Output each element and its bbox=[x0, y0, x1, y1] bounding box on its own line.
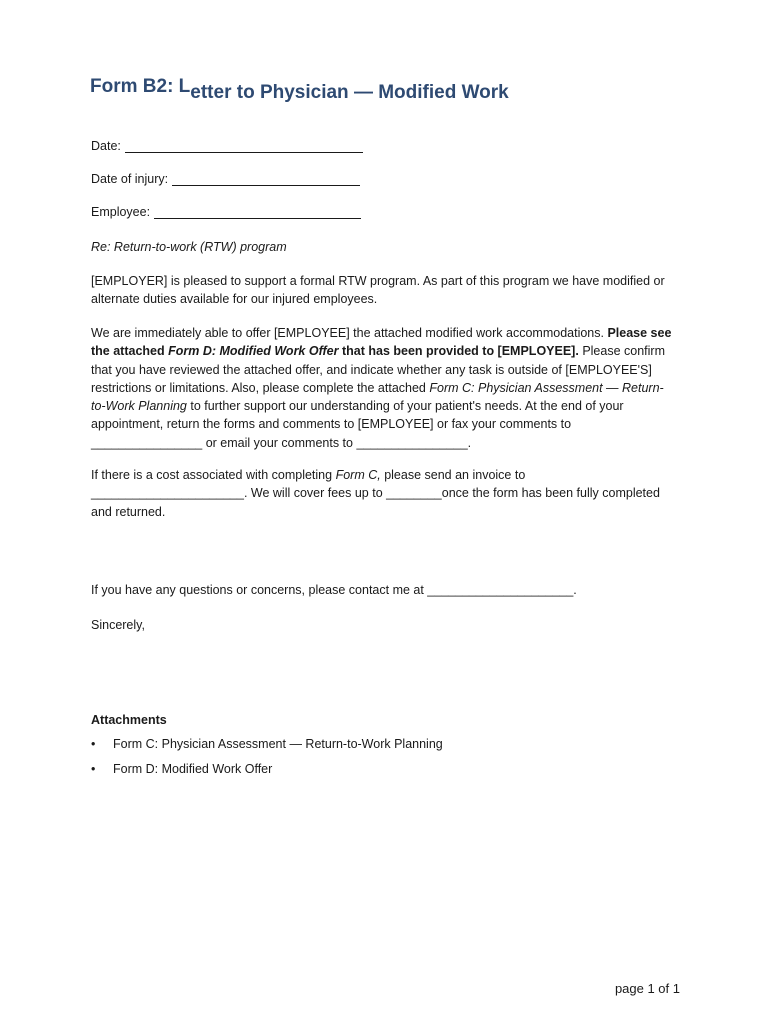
cost-form-c-reference: Form C, bbox=[335, 468, 381, 482]
injury-date-field bbox=[91, 172, 360, 186]
page-number: page 1 of 1 bbox=[614, 981, 680, 996]
attachment-item bbox=[91, 762, 272, 776]
injury-date-label: Date of injury: bbox=[91, 172, 169, 186]
intro-paragraph: [EMPLOYER] is pleased to support a formal RTW program. As part of this program we have modified or alternate duties available for our injured employees. bbox=[91, 274, 665, 307]
date-label: Date: bbox=[91, 139, 121, 153]
offer-text-e: to further support our understanding of your patient's needs. At the end of your appointment, return the forms and comments to [EMPLOYEE] or fax your comments to ________________ or email your comments to ________________. bbox=[91, 399, 624, 450]
form-d-reference: Form D: Modified Work Offer bbox=[168, 344, 339, 359]
employee-field bbox=[91, 205, 361, 219]
page-title bbox=[90, 76, 509, 103]
date-blank-line bbox=[125, 140, 363, 153]
attachments-heading: Attachments bbox=[91, 713, 167, 727]
attachment-item-label: Form C: Physician Assessment — Return-to-Work Planning bbox=[113, 737, 443, 751]
offer-text-c: Please confirm that you have reviewed the attached offer, and indicate whether any task is outside of [EMPLOYEE'S] restrictions or limitations. Also, please complete the attached bbox=[91, 344, 665, 395]
closing-text: Sincerely, bbox=[91, 618, 145, 632]
title-first: Form B2: L bbox=[90, 76, 191, 97]
cost-text-c: please send an invoice to ______________________. We will cover fees up to ________once the form has been fully completed and returned. bbox=[91, 468, 660, 519]
form-c-reference: Form C: Physician Assessment — Return-to-Work Planning bbox=[91, 380, 664, 414]
offer-text-b1: Please see the attached bbox=[91, 326, 672, 359]
cost-text-a: If there is a cost associated with completing bbox=[91, 468, 333, 482]
title-rest: etter to Physician — Modified Work bbox=[190, 82, 509, 103]
employee-label: Employee: bbox=[91, 205, 151, 219]
contact-paragraph: If you have any questions or concerns, please contact me at _____________________. bbox=[91, 583, 577, 597]
re-line: Re: Return-to-work (RTW) program bbox=[91, 240, 287, 254]
offer-paragraph bbox=[91, 324, 676, 452]
date-field bbox=[91, 139, 363, 153]
offer-text-a: We are immediately able to offer [EMPLOYEE] the attached modified work accommodations. bbox=[91, 326, 604, 340]
bullet-icon: • bbox=[91, 762, 96, 776]
attachment-item-label: Form D: Modified Work Offer bbox=[113, 762, 273, 776]
bullet-icon: • bbox=[91, 737, 96, 751]
offer-text-b3: that has been provided to [EMPLOYEE]. bbox=[341, 344, 579, 359]
injury-date-blank-line bbox=[172, 173, 360, 186]
attachment-item bbox=[91, 737, 443, 751]
cost-paragraph bbox=[91, 466, 676, 521]
employee-blank-line bbox=[154, 206, 361, 219]
